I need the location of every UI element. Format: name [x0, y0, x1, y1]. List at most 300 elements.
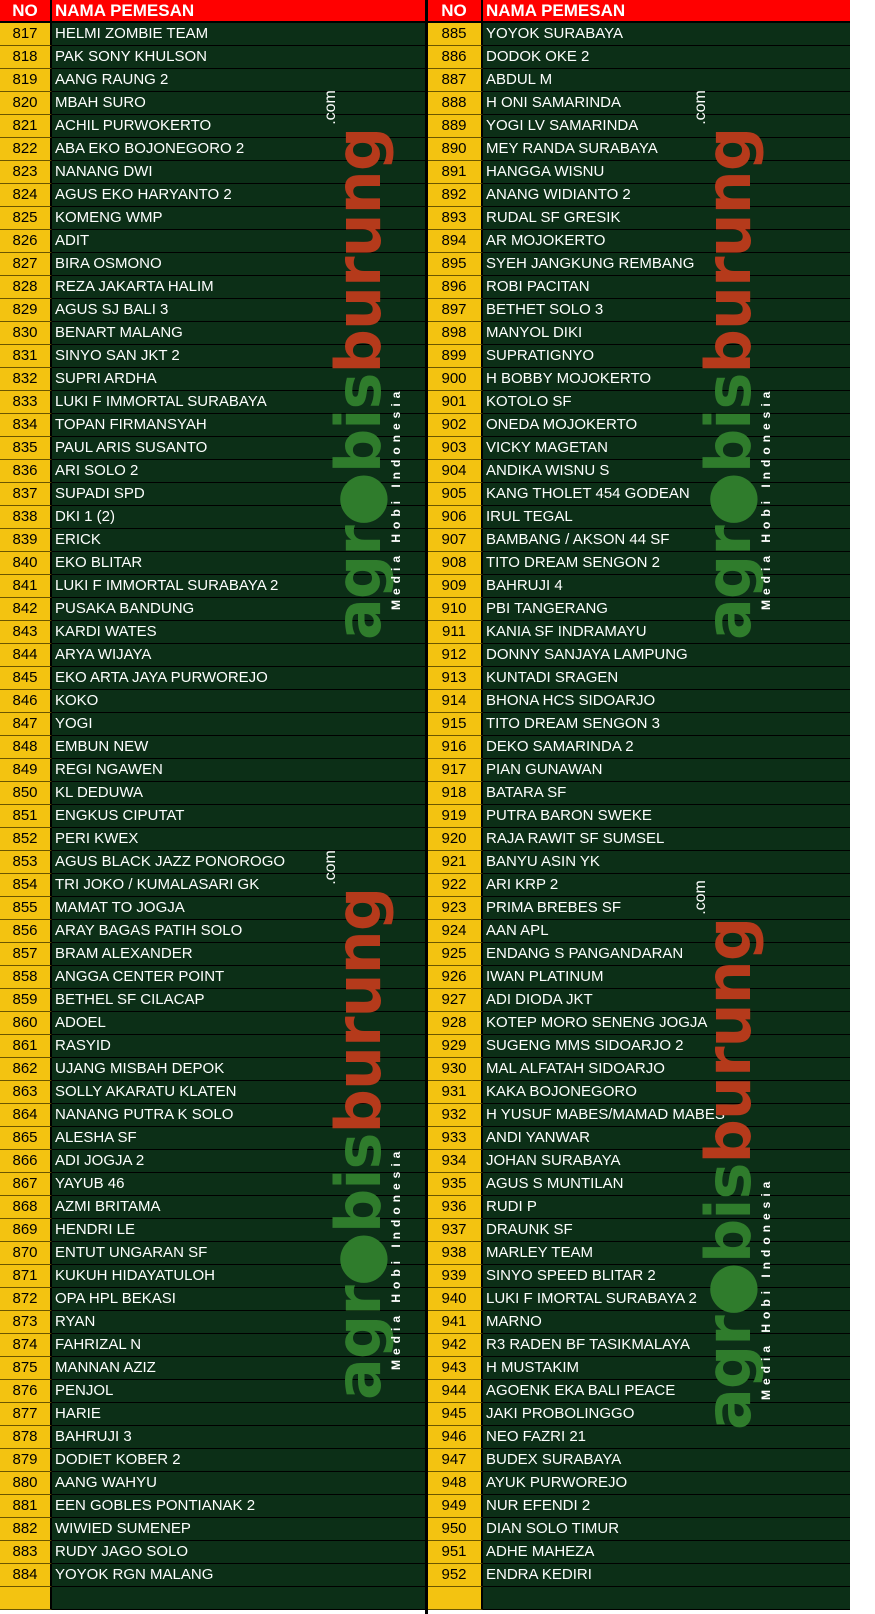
customer-name: HELMI ZOMBIE TEAM [52, 23, 427, 46]
customer-name: RUDY JAGO SOLO [52, 1541, 427, 1564]
order-number: 852 [0, 828, 52, 851]
customer-name: ENDANG S PANGANDARAN [483, 943, 850, 966]
table-row [0, 1426, 427, 1449]
customer-name: AAN APL [483, 920, 850, 943]
watermark-logo: agr●bisburung.com Media Hobi Indonesia [692, 880, 773, 1430]
table-row [0, 46, 427, 69]
order-number: 842 [0, 598, 52, 621]
table-row [0, 368, 427, 391]
table-row [427, 1495, 850, 1518]
order-number: 948 [427, 1472, 483, 1495]
customer-name: ACHIL PURWOKERTO [52, 115, 427, 138]
table-header [427, 0, 850, 23]
order-number: 936 [427, 1196, 483, 1219]
table-row [427, 437, 850, 460]
order-number: 858 [0, 966, 52, 989]
order-number: 854 [0, 874, 52, 897]
table-row [0, 1219, 427, 1242]
order-number: 895 [427, 253, 483, 276]
customer-name: TRI JOKO / KUMALASARI GK [52, 874, 427, 897]
customer-name: NEO FAZRI 21 [483, 1426, 850, 1449]
order-number: 826 [0, 230, 52, 253]
page-margin [850, 0, 875, 1614]
table-row [0, 460, 427, 483]
table-row [427, 1357, 850, 1380]
order-number: 867 [0, 1173, 52, 1196]
order-number: 870 [0, 1242, 52, 1265]
order-number: 824 [0, 184, 52, 207]
table-row [427, 736, 850, 759]
order-number: 916 [427, 736, 483, 759]
order-number: 848 [0, 736, 52, 759]
customer-name: YOGI LV SAMARINDA [483, 115, 850, 138]
watermark-brand: agr●bisburung [322, 887, 395, 1400]
customer-name: KAKA BOJONEGORO [483, 1081, 850, 1104]
table-row [0, 506, 427, 529]
order-number: 881 [0, 1495, 52, 1518]
table-row [0, 138, 427, 161]
order-number: 924 [427, 920, 483, 943]
order-number: 896 [427, 276, 483, 299]
customer-name: BIRA OSMONO [52, 253, 427, 276]
table-row [0, 1357, 427, 1380]
order-number: 844 [0, 644, 52, 667]
order-number: 914 [427, 690, 483, 713]
order-number: 818 [0, 46, 52, 69]
customer-name: H YUSUF MABES/MAMAD MABES [483, 1104, 850, 1127]
order-number: 890 [427, 138, 483, 161]
table-row [0, 1541, 427, 1564]
order-number: 911 [427, 621, 483, 644]
table-row [0, 1012, 427, 1035]
table-row [427, 943, 850, 966]
customer-name: SINYO SAN JKT 2 [52, 345, 427, 368]
customer-name: MEY RANDA SURABAYA [483, 138, 850, 161]
table-row [0, 230, 427, 253]
order-number: 883 [0, 1541, 52, 1564]
order-number: 915 [427, 713, 483, 736]
order-number: 833 [0, 391, 52, 414]
customer-name: ANANG WIDIANTO 2 [483, 184, 850, 207]
table-row [427, 575, 850, 598]
order-number: 873 [0, 1311, 52, 1334]
customer-name: REGI NGAWEN [52, 759, 427, 782]
customer-name: PERI KWEX [52, 828, 427, 851]
table-row [427, 1449, 850, 1472]
order-number: 865 [0, 1127, 52, 1150]
bird-icon: ● [322, 473, 395, 527]
order-number: 862 [0, 1058, 52, 1081]
order-number: 920 [427, 828, 483, 851]
table-row [0, 1334, 427, 1357]
customer-name: KOMENG WMP [52, 207, 427, 230]
table-row [0, 1587, 427, 1610]
order-number: 951 [427, 1541, 483, 1564]
order-number: 834 [0, 414, 52, 437]
table-row [0, 897, 427, 920]
table-row [0, 598, 427, 621]
order-number: 839 [0, 529, 52, 552]
table-row [427, 1587, 850, 1610]
customer-name: PUSAKA BANDUNG [52, 598, 427, 621]
table-row [0, 1288, 427, 1311]
order-number: 885 [427, 23, 483, 46]
order-number: 840 [0, 552, 52, 575]
customer-name: AZMI BRITAMA [52, 1196, 427, 1219]
order-number: 910 [427, 598, 483, 621]
order-number: 925 [427, 943, 483, 966]
customer-name: RUDI P [483, 1196, 850, 1219]
customer-name: LUKI F IMMORTAL SURABAYA 2 [52, 575, 427, 598]
customer-name: EEN GOBLES PONTIANAK 2 [52, 1495, 427, 1518]
table-row [0, 621, 427, 644]
customer-name: NANANG DWI [52, 161, 427, 184]
customer-name: PUTRA BARON SWEKE [483, 805, 850, 828]
table-row [427, 1288, 850, 1311]
order-number: 831 [0, 345, 52, 368]
customer-name: ARAY BAGAS PATIH SOLO [52, 920, 427, 943]
table-row [427, 69, 850, 92]
table-row [427, 230, 850, 253]
customer-name: ADI JOGJA 2 [52, 1150, 427, 1173]
table-row [0, 437, 427, 460]
customer-name: ARYA WIJAYA [52, 644, 427, 667]
table-row [0, 667, 427, 690]
table-row [427, 322, 850, 345]
customer-name: SUPADI SPD [52, 483, 427, 506]
watermark-brand: agr●bisburung [692, 127, 765, 640]
order-number: 917 [427, 759, 483, 782]
customer-name: KUKUH HIDAYATULOH [52, 1265, 427, 1288]
table-row [0, 529, 427, 552]
bird-icon: ● [692, 473, 765, 527]
customer-name: LUKI F IMORTAL SURABAYA 2 [483, 1288, 850, 1311]
order-number: 874 [0, 1334, 52, 1357]
table-row [427, 598, 850, 621]
table-row [427, 276, 850, 299]
customer-name: H ONI SAMARINDA [483, 92, 850, 115]
customer-name: KUNTADI SRAGEN [483, 667, 850, 690]
order-number: 882 [0, 1518, 52, 1541]
table-row [427, 1104, 850, 1127]
customer-name: LUKI F IMMORTAL SURABAYA [52, 391, 427, 414]
order-number: 944 [427, 1380, 483, 1403]
order-number: 926 [427, 966, 483, 989]
order-number: 903 [427, 437, 483, 460]
order-number: 837 [0, 483, 52, 506]
customer-name: AANG WAHYU [52, 1472, 427, 1495]
customer-name: KANG THOLET 454 GODEAN [483, 483, 850, 506]
customer-name: AGOENK EKA BALI PEACE [483, 1380, 850, 1403]
order-number: 931 [427, 1081, 483, 1104]
table-row [427, 92, 850, 115]
customer-name: REZA JAKARTA HALIM [52, 276, 427, 299]
header-name: NAMA PEMESAN [483, 0, 850, 23]
watermark-brand: agr●bisburung [322, 127, 395, 640]
order-number: 941 [427, 1311, 483, 1334]
order-number: 932 [427, 1104, 483, 1127]
header-no: NO [0, 0, 52, 23]
header-no: NO [427, 0, 483, 23]
bird-icon: ● [692, 1263, 765, 1317]
table-row [0, 851, 427, 874]
table-row [427, 1127, 850, 1150]
customer-name: HANGGA WISNU [483, 161, 850, 184]
customer-name: OPA HPL BEKASI [52, 1288, 427, 1311]
table-row [0, 253, 427, 276]
customer-name: MAL ALFATAH SIDOARJO [483, 1058, 850, 1081]
order-number: 856 [0, 920, 52, 943]
customer-name: MANNAN AZIZ [52, 1357, 427, 1380]
watermark-logo: agr●bisburung.com Media Hobi Indonesia [322, 90, 403, 640]
table-row [0, 1150, 427, 1173]
customer-name [483, 1587, 850, 1610]
order-number: 829 [0, 299, 52, 322]
order-number: 835 [0, 437, 52, 460]
customer-name: UJANG MISBAH DEPOK [52, 1058, 427, 1081]
table-row [0, 391, 427, 414]
customer-name: ANDI YANWAR [483, 1127, 850, 1150]
customer-name: YAYUB 46 [52, 1173, 427, 1196]
order-number: 918 [427, 782, 483, 805]
table-row [427, 368, 850, 391]
table-row [427, 161, 850, 184]
order-number: 861 [0, 1035, 52, 1058]
table-row [427, 1426, 850, 1449]
customer-name: JOHAN SURABAYA [483, 1150, 850, 1173]
order-number: 935 [427, 1173, 483, 1196]
table-row [427, 1150, 850, 1173]
table-row [427, 667, 850, 690]
order-number: 877 [0, 1403, 52, 1426]
customer-name: EMBUN NEW [52, 736, 427, 759]
customer-name: MBAH SURO [52, 92, 427, 115]
order-number: 827 [0, 253, 52, 276]
table-row [0, 1518, 427, 1541]
customer-name: BUDEX SURABAYA [483, 1449, 850, 1472]
customer-name: AGUS SJ BALI 3 [52, 299, 427, 322]
customer-name: NANANG PUTRA K SOLO [52, 1104, 427, 1127]
customer-name: AGUS EKO HARYANTO 2 [52, 184, 427, 207]
customer-name: ADHE MAHEZA [483, 1541, 850, 1564]
table-row [0, 1127, 427, 1150]
customer-name: PAK SONY KHULSON [52, 46, 427, 69]
table-row [427, 1541, 850, 1564]
table-row [0, 1242, 427, 1265]
order-number: 939 [427, 1265, 483, 1288]
order-number: 894 [427, 230, 483, 253]
table-row [427, 460, 850, 483]
order-number: 913 [427, 667, 483, 690]
table-row [0, 1564, 427, 1587]
table-row [0, 1104, 427, 1127]
order-number: 850 [0, 782, 52, 805]
customer-name: TITO DREAM SENGON 3 [483, 713, 850, 736]
customer-name: R3 RADEN BF TASIKMALAYA [483, 1334, 850, 1357]
order-number: 817 [0, 23, 52, 46]
table-row [427, 621, 850, 644]
customer-name: EKO BLITAR [52, 552, 427, 575]
table-row [0, 1472, 427, 1495]
customer-name: BAMBANG / AKSON 44 SF [483, 529, 850, 552]
order-number: 904 [427, 460, 483, 483]
table-row [427, 1058, 850, 1081]
order-number: 859 [0, 989, 52, 1012]
table-row [0, 207, 427, 230]
customer-name: ARI KRP 2 [483, 874, 850, 897]
table-row [0, 1173, 427, 1196]
order-number: 872 [0, 1288, 52, 1311]
customer-name: MAMAT TO JOGJA [52, 897, 427, 920]
order-number: 845 [0, 667, 52, 690]
customer-name: ROBI PACITAN [483, 276, 850, 299]
order-number: 846 [0, 690, 52, 713]
table-row [427, 138, 850, 161]
customer-name: DKI 1 (2) [52, 506, 427, 529]
table-row [0, 690, 427, 713]
order-number: 934 [427, 1150, 483, 1173]
customer-name: KOTOLO SF [483, 391, 850, 414]
table-row [0, 23, 427, 46]
order-number: 855 [0, 897, 52, 920]
order-number: 843 [0, 621, 52, 644]
order-number: 892 [427, 184, 483, 207]
order-number: 899 [427, 345, 483, 368]
table-row [0, 184, 427, 207]
table-row [0, 874, 427, 897]
bird-icon: ● [322, 1233, 395, 1287]
table-row [0, 1058, 427, 1081]
customer-name: RAJA RAWIT SF SUMSEL [483, 828, 850, 851]
table-row [427, 1265, 850, 1288]
table-row [0, 713, 427, 736]
table-row [427, 529, 850, 552]
table-row [427, 644, 850, 667]
customer-name: TITO DREAM SENGON 2 [483, 552, 850, 575]
customer-name: BETHET SOLO 3 [483, 299, 850, 322]
order-number: 841 [0, 575, 52, 598]
table-row [0, 414, 427, 437]
customer-name: BANYU ASIN YK [483, 851, 850, 874]
order-number: 857 [0, 943, 52, 966]
customer-name: ABDUL M [483, 69, 850, 92]
order-number: 884 [0, 1564, 52, 1587]
table-row [427, 1311, 850, 1334]
table-row [427, 115, 850, 138]
table-row [0, 69, 427, 92]
customer-name: MARNO [483, 1311, 850, 1334]
customer-name: H MUSTAKIM [483, 1357, 850, 1380]
customer-name: FAHRIZAL N [52, 1334, 427, 1357]
customer-name [52, 1587, 427, 1610]
customer-name: H BOBBY MOJOKERTO [483, 368, 850, 391]
table-row [427, 1242, 850, 1265]
order-number [0, 1587, 52, 1610]
order-number: 921 [427, 851, 483, 874]
customer-name: BETHEL SF CILACAP [52, 989, 427, 1012]
order-number: 866 [0, 1150, 52, 1173]
customer-name: ANDIKA WISNU S [483, 460, 850, 483]
customer-name: HARIE [52, 1403, 427, 1426]
customer-name: ARI SOLO 2 [52, 460, 427, 483]
customer-name: ENTUT UNGARAN SF [52, 1242, 427, 1265]
table-row [427, 1564, 850, 1587]
table-row [0, 115, 427, 138]
customer-name: ANGGA CENTER POINT [52, 966, 427, 989]
order-number: 928 [427, 1012, 483, 1035]
header-name: NAMA PEMESAN [52, 0, 427, 23]
customer-name: ENGKUS CIPUTAT [52, 805, 427, 828]
order-number: 919 [427, 805, 483, 828]
order-number: 923 [427, 897, 483, 920]
table-row [427, 1012, 850, 1035]
table-row [0, 644, 427, 667]
customer-name: SINYO SPEED BLITAR 2 [483, 1265, 850, 1288]
customer-name: NUR EFENDI 2 [483, 1495, 850, 1518]
order-number: 823 [0, 161, 52, 184]
table-row [427, 506, 850, 529]
table-row [427, 1035, 850, 1058]
customer-name: KARDI WATES [52, 621, 427, 644]
table-row [427, 1173, 850, 1196]
watermark-logo: agr●bisburung.com Media Hobi Indonesia [692, 90, 773, 640]
customer-name: PAUL ARIS SUSANTO [52, 437, 427, 460]
table-row [427, 1403, 850, 1426]
order-number: 864 [0, 1104, 52, 1127]
customer-name: SUPRATIGNYO [483, 345, 850, 368]
order-number: 889 [427, 115, 483, 138]
table-row [427, 1196, 850, 1219]
order-number: 822 [0, 138, 52, 161]
order-number: 933 [427, 1127, 483, 1150]
table-row [0, 1035, 427, 1058]
order-number: 851 [0, 805, 52, 828]
order-number: 836 [0, 460, 52, 483]
table-row [0, 1495, 427, 1518]
customer-name: YOYOK RGN MALANG [52, 1564, 427, 1587]
customer-name: AANG RAUNG 2 [52, 69, 427, 92]
customer-name: DODIET KOBER 2 [52, 1449, 427, 1472]
order-number: 849 [0, 759, 52, 782]
customer-name: AGUS S MUNTILAN [483, 1173, 850, 1196]
customer-name: ADOEL [52, 1012, 427, 1035]
customer-name: SOLLY AKARATU KLATEN [52, 1081, 427, 1104]
customer-name: BHONA HCS SIDOARJO [483, 690, 850, 713]
table-row [427, 1518, 850, 1541]
table-row [0, 92, 427, 115]
customer-name: IWAN PLATINUM [483, 966, 850, 989]
table-row [0, 1311, 427, 1334]
table-row [427, 184, 850, 207]
order-number: 930 [427, 1058, 483, 1081]
order-number: 947 [427, 1449, 483, 1472]
order-number: 909 [427, 575, 483, 598]
order-number: 943 [427, 1357, 483, 1380]
table-row [0, 1403, 427, 1426]
table-row [427, 1219, 850, 1242]
order-number: 860 [0, 1012, 52, 1035]
customer-name: HENDRI LE [52, 1219, 427, 1242]
table-header [0, 0, 427, 23]
table-row [0, 759, 427, 782]
table-row [427, 46, 850, 69]
order-number: 952 [427, 1564, 483, 1587]
table-row [427, 966, 850, 989]
order-number: 912 [427, 644, 483, 667]
table-row [427, 207, 850, 230]
left-table [0, 0, 427, 1610]
table-row [0, 736, 427, 759]
